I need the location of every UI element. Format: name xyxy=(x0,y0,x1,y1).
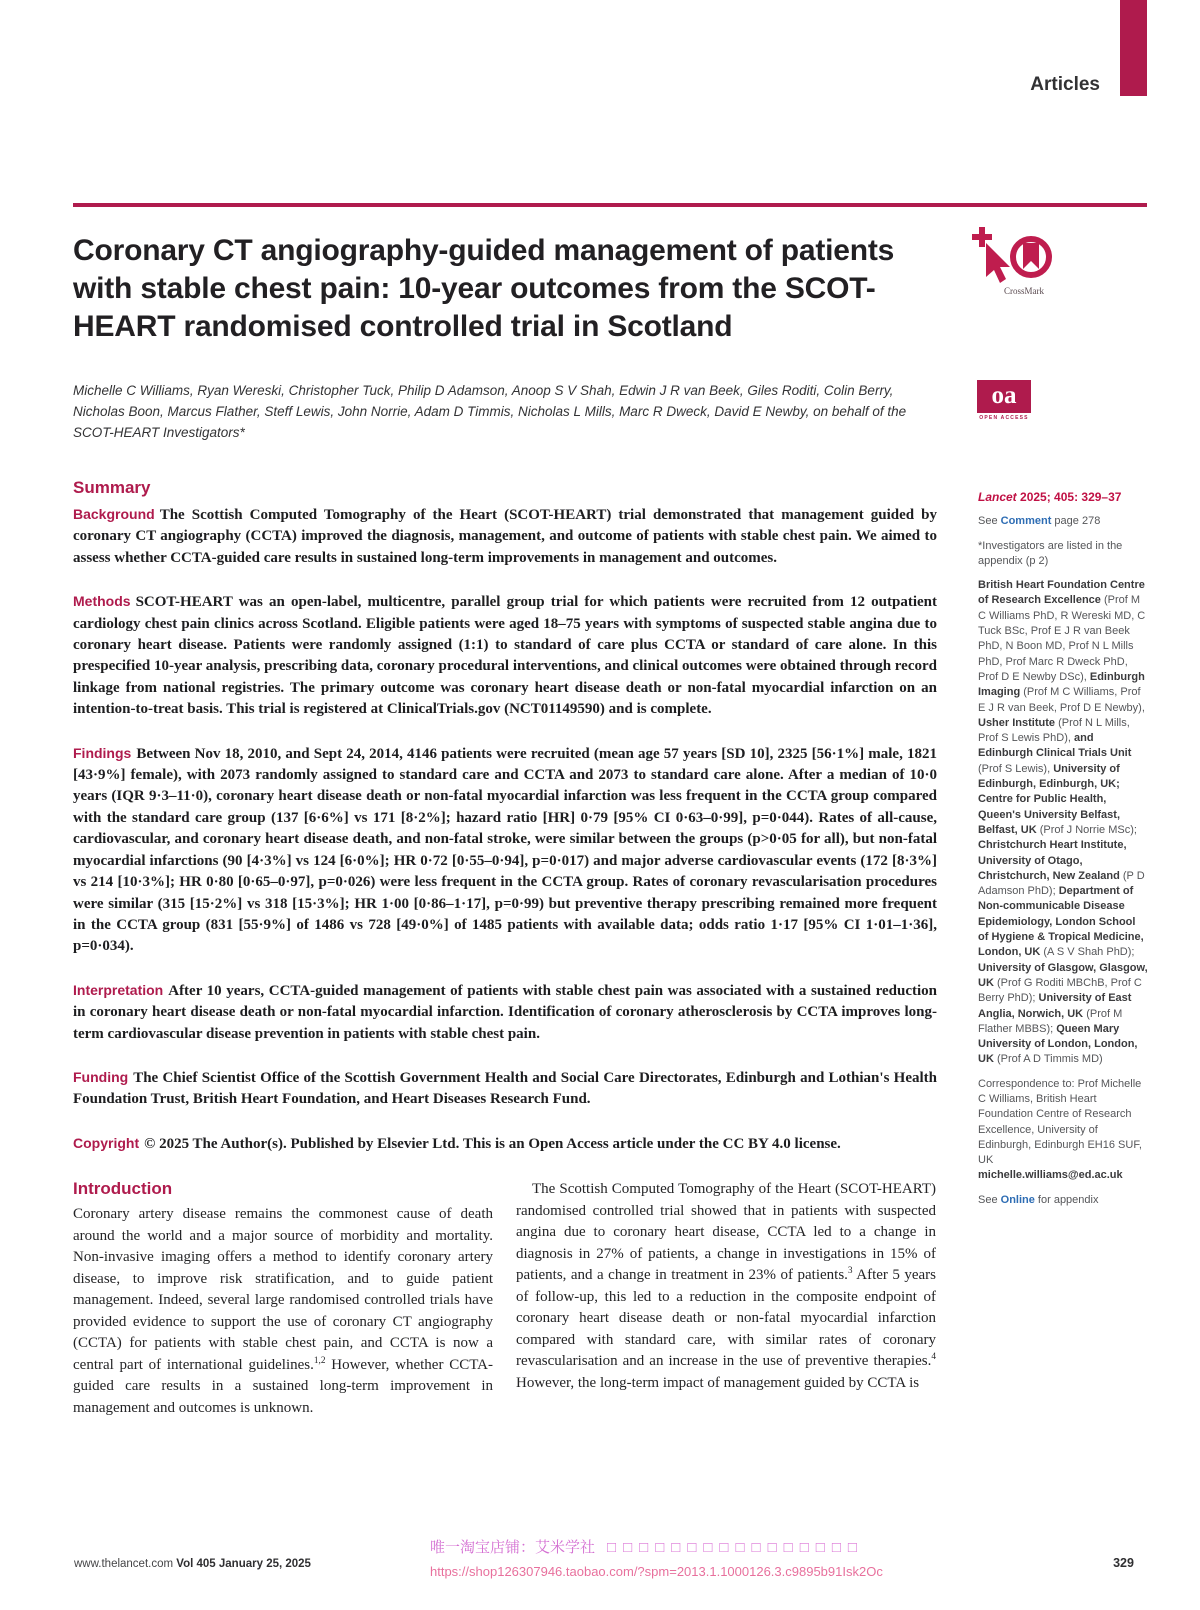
title-line: with stable chest pain: 10-year outcomes from the SCOT- xyxy=(73,272,876,305)
summary-label: Methods xyxy=(73,593,131,610)
summary-text: Between Nov 18, 2010, and Sept 24, 2014, 4146 patients were recruited (mean age 57 years [SD 10], 2325 [56·1%] male, 1821 [43·9%] female), with 2073 randomly assigned to standard care and CCTA and 2073 to standard care alone. After a median of 10·0 years (IQR 9·3–11·0), coronary heart disease death or non-fatal myocardial infarction was less frequent in the CCTA group compared with the standard care group (137 [6·6%] vs 171 [8·2%]; hazard ratio [HR] 0·79 [95% CI 0·63–0·99], p=0·044). Rates of all-cause, cardiovascular, and coronary heart disease death, and non-fatal stroke, were similar between the groups (p>0·05 for all), but non-fatal myocardial infarctions (90 [4·3%] vs 124 [6·0%]; HR 0·72 [0·55–0·94], p=0·017) and major adverse cardiovascular events (172 [8·3%] vs 214 [10·3%]; HR 0·80 [0·65–0·97], p=0·026) were less frequent in the CCTA group. Rates of coronary revascularisation procedures were similar (315 [15·2%] vs 318 [15·3%]; HR 1·00 [0·86–1·17], p=0·99) but preventive therapy prescribing remained more frequent in the CCTA group (831 [55·9%] of 1486 vs 728 [49·0%] of 1485 patients with available data; odds ratio 1·17 [95% CI 1·01–1·36], p=0·034). xyxy=(73,745,937,955)
investigators-note: *Investigators are listed in the appendix (p 2) xyxy=(978,539,1123,567)
open-access-sublabel: OPEN ACCESS xyxy=(979,415,1029,421)
title-line: Coronary CT angiography-guided management of patients xyxy=(73,234,895,267)
summary-copyright xyxy=(73,1133,937,1155)
watermark xyxy=(430,1536,883,1579)
open-access-icon: oa xyxy=(977,380,1031,413)
watermark-tofu-boxes: □□□□□□□□□□□□□□□□ xyxy=(607,1539,864,1556)
watermark-url-link[interactable]: https://shop126307946.taobao.com/?spm=2013.1.1000126.3.c9895b91Isk2Oc xyxy=(430,1564,883,1579)
author-line: Michelle C Williams, Ryan Wereski, Christopher Tuck, Philip D Adamson, Anoop S V Shah, Edwin J R van Beek, Giles Roditi, Colin Berry, xyxy=(73,383,894,398)
correspondence: Correspondence to: Prof Michelle C Williams, British Heart Foundation Centre of Research Excellence, University of Edinburgh, Edinburgh EH16 SUF, UK xyxy=(978,1077,1142,1167)
crossmark-label: CrossMark xyxy=(1004,286,1044,296)
affiliations: British Heart Foundation Centre of Research Excellence (Prof M C Williams PhD, R Wereski MD, C Tuck BSc, Prof E J R van Beek PhD, N Boon MD, Prof N L Mills PhD, Prof Marc R Dweck PhD, Prof D E Newby DSc), Edinburgh Imaging (Prof M C Williams, Prof E J R van Beek, Prof D E Newby), Usher Institute (Prof N L Mills, Prof S Lewis PhD), and Edinburgh Clinical Trials Unit (Prof S Lewis), University of Edinburgh, Edinburgh, UK; Centre for Public Health, Queen's University Belfast, Belfast, UK (Prof J Norrie MSc); Christchurch Heart Institute, University of Otago, Christchurch, New Zealand (P D Adamson PhD); Department of Non-communicable Disease Epidemiology, London School of Hygiene & Tropical Medicine, London, UK (A S V Shah PhD); University of Glasgow, Glasgow, UK (Prof G Roditi MBChB, Prof C Berry PhD); University of East Anglia, Norwich, UK (Prof M Flather MBBS); Queen Mary University of London, London, UK (Prof A D Timmis MD) xyxy=(978,579,1148,1066)
summary-findings xyxy=(73,743,937,958)
introduction-section xyxy=(73,1179,937,1419)
journal-citation: Lancet 2025; 405: 329–37 xyxy=(978,490,1122,504)
watermark-shop-text: 唯一淘宝店铺：艾米学社 xyxy=(430,1539,596,1556)
intro-paragraph-left: Coronary artery disease remains the commonest cause of death around the world and a major source of morbidity and mortality. Non-invasive imaging offers a method to identify coronary artery disease, to improve risk stratification, and to guide patient management. Indeed, several large randomised controlled trials have provided evidence to support the use of coronary CT angiography (CCTA) for patients with stable chest pain, and CCTA is now a central part of international guidelines.$^{1,2}$ However, whether CCTA-guided care results in a sustained long-term improvement in management and outcomes is unknown. xyxy=(73,1206,493,1416)
footer-issue-info: www.thelancet.com Vol 405 January 25, 2025 xyxy=(74,1558,311,1570)
section-kicker: Articles xyxy=(1030,74,1100,95)
summary-text: SCOT-HEART was an open-label, multicentre, parallel group trial for which patients were recruited from 12 outpatient cardiology chest pain clinics across Scotland. Eligible patients were aged 18–75 years with symptoms of suspected stable angina due to coronary heart disease. Patients were randomly assigned (1:1) to standard of care plus CCTA or standard of care alone. In this prespecified 10-year analysis, prescribing data, coronary procedural interventions, and clinical outcomes were obtained through record linkage from national registries. The primary outcome was coronary heart disease death or non-fatal myocardial infarction on an intention-to-treat basis. This trial is registered at ClinicalTrials.gov (NCT01149590) and is complete. xyxy=(73,594,938,718)
summary-label: Findings xyxy=(73,744,132,761)
author-list xyxy=(73,380,943,443)
open-access-badge xyxy=(977,380,1031,421)
intro-left-column xyxy=(73,1179,493,1419)
summary-text: The Scottish Computed Tomography of the Heart (SCOT-HEART) trial demonstrated that management guided by coronary CT angiography (CCTA) improved the diagnosis, management, and outcome of patients with stable chest pain. We aimed to assess whether CCTA-guided care results in sustained long-term improvements in management and outcomes. xyxy=(73,507,937,566)
summary-background xyxy=(73,504,937,569)
see-comment-link[interactable]: See Comment page 278 xyxy=(978,515,1101,528)
summary-methods xyxy=(73,591,937,720)
summary-text: After 10 years, CCTA-guided management of patients with stable chest pain was associated with a sustained reduction in coronary heart disease death or non-fatal myocardial infarction. Identification of coronary atherosclerosis by CCTA improves long-term cardiovascular disease prevention in patients with stable chest pain. xyxy=(73,982,937,1042)
summary-text: © 2025 The Author(s). Published by Elsevier Ltd. This is an Open Access article under the CC BY 4.0 license. xyxy=(144,1135,841,1152)
watermark-shop-line xyxy=(430,1536,883,1557)
summary-text: The Chief Scientist Office of the Scottish Government Health and Social Care Directorates, Edinburgh and Lothian's Health Foundation Trust, British Heart Foundation, and Heart Diseases Research Fund. xyxy=(73,1069,937,1108)
article-title xyxy=(73,232,953,346)
correspondence-email-link[interactable]: michelle.williams@ed.ac.uk xyxy=(978,1169,1123,1182)
author-line: SCOT-HEART Investigators* xyxy=(73,425,245,440)
intro-right-column xyxy=(516,1179,936,1419)
main-column xyxy=(73,478,937,1419)
title-rule xyxy=(73,203,1147,207)
summary-heading: Summary xyxy=(73,478,151,497)
see-online-link[interactable]: See Online for appendix xyxy=(978,1193,1099,1206)
crossmark-badge[interactable] xyxy=(966,227,1056,296)
page-number: 329 xyxy=(1113,1556,1134,1570)
crossmark-icon xyxy=(969,227,1053,285)
summary-label: Background xyxy=(73,506,155,522)
author-line: Nicholas Boon, Marcus Flather, Steff Lewis, John Norrie, Adam D Timmis, Nicholas L Mills, Marc R Dweck, David E Newby, on behalf of the xyxy=(73,404,907,419)
summary-label: Funding xyxy=(73,1068,129,1085)
corner-bar xyxy=(1120,0,1147,96)
summary-interpretation xyxy=(73,980,937,1045)
introduction-heading: Introduction xyxy=(73,1179,173,1199)
summary-funding xyxy=(73,1067,937,1111)
title-line: HEART randomised controlled trial in Scotland xyxy=(73,310,733,343)
marginal-column xyxy=(978,490,1148,1217)
summary-label: Copyright xyxy=(73,1134,140,1151)
summary-label: Interpretation xyxy=(73,981,164,998)
intro-paragraph-right: The Scottish Computed Tomography of the Heart (SCOT-HEART) randomised controlled trial showed that in patients with suspected angina due to coronary heart disease, CCTA led to a change in diagnosis in 27% of patients, a change in investigations in 15% of patients, and a change in treatment in 23% of patients.$^3$ After 5 years of follow-up, this led to a reduction in the composite endpoint of coronary heart disease death or non-fatal myocardial infarction compared with standard care, with similar rates of coronary revascularisation and an increase in the use of preventive therapies.$^4$ However, the long-term impact of management guided by CCTA is xyxy=(516,1181,936,1391)
